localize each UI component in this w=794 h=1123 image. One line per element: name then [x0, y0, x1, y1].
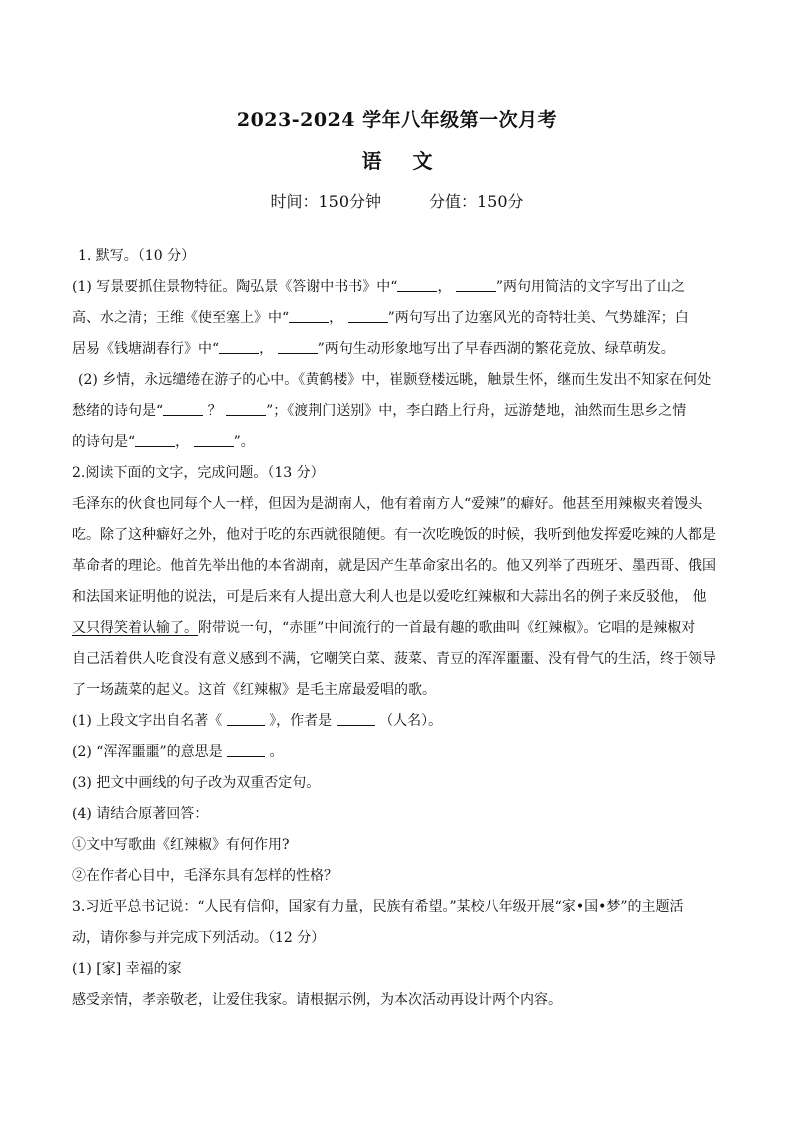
text: 的诗句是“: [72, 434, 136, 450]
answer-blank[interactable]: [456, 276, 496, 292]
subject-title: 语 文: [361, 149, 445, 173]
passage-line: 自己活着供人吃食没有意义感到不满，它嘲笑白菜、菠菜、青豆的浑浑噩噩、没有骨气的生活，终于领导: [72, 651, 716, 667]
q1-part2-line3: [72, 427, 722, 458]
answer-blank[interactable]: [278, 338, 318, 354]
q1-part1-line3: [72, 334, 722, 365]
text: 居易《钱塘湖春行》中“: [72, 341, 220, 357]
q2-sub1: [72, 706, 722, 737]
text: ？: [207, 403, 222, 419]
answer-blank[interactable]: [397, 276, 437, 292]
text: (1) 写景要抓住景物特征。陶弘景《答谢中书书》中“: [72, 279, 398, 295]
passage-line: 吃。除了这种癖好之外，他对于吃的东西就很随便。有一次吃晚饭的时候，我听到他发挥爱吃辣的人都是: [72, 527, 716, 543]
text: ”两句写出了边塞风光的奇特壮美、气势雄浑；白: [387, 310, 689, 326]
answer-blank[interactable]: [163, 400, 203, 416]
q3-sub1: (1) [家] 幸福的家: [72, 961, 182, 977]
q2-sub4-a: ①文中写歌曲《红辣椒》有何作用?: [72, 837, 290, 853]
q3-line2: 动，请你参与并完成下列活动。（12 分）: [72, 930, 326, 946]
text: ”两句生动形象地写出了早春西湖的繁花竞放、绿草萌发。: [317, 341, 675, 357]
answer-blank[interactable]: [289, 307, 329, 323]
text: ”。: [233, 434, 255, 450]
answer-blank[interactable]: [227, 741, 265, 757]
answer-blank[interactable]: [226, 400, 266, 416]
text: ”两句用简洁的文字写出了山之: [495, 279, 686, 295]
q3-instruction: 感受亲情，孝亲敬老，让爱住我家。请根据示例，为本次活动再设计两个内容。: [72, 992, 562, 1008]
passage-line: 革命者的理论。他首先举出他的本省湖南，就是因产生革命家出名的。他又列举了西班牙、墨西哥、俄国: [72, 558, 716, 574]
q1-part1-line2: [72, 303, 722, 334]
text: 》，作者是: [269, 713, 333, 729]
answer-blank[interactable]: [194, 431, 234, 447]
q1-part1-line1: [72, 272, 722, 303]
q2-heading: 2.阅读下面的文字，完成问题。（13 分）: [72, 465, 325, 481]
answer-blank[interactable]: [337, 710, 375, 726]
text: 附带说一句，“赤匪”中间流行的一首最有趣的歌曲叫《红辣椒》。它唱的是辣椒对: [198, 620, 696, 636]
exam-body: [72, 241, 722, 1016]
answer-blank[interactable]: [348, 307, 388, 323]
exam-time: 时间：150分钟: [270, 192, 381, 211]
text: (1) 上段文字出自名著《: [72, 713, 223, 729]
answer-blank[interactable]: [227, 710, 265, 726]
passage-line: [72, 613, 722, 644]
text: ，: [259, 341, 274, 357]
q2-sub2: [72, 737, 722, 768]
exam-score: 分值：150分: [429, 192, 524, 211]
answer-blank[interactable]: [135, 431, 175, 447]
text: （人名）。: [379, 713, 443, 729]
text: ”；《渡荆门送别》中，李白踏上行舟，远游楚地，油然而生思乡之情: [266, 403, 687, 419]
text: (2) “浑浑噩噩”的意思是: [72, 744, 223, 760]
text: ，: [175, 434, 190, 450]
exam-title: 2023-2024 学年八年级第一次月考: [236, 109, 558, 131]
passage-line: 了一场蔬菜的起义。这首《红辣椒》是毛主席最爱唱的歌。: [72, 682, 436, 698]
text: 。: [269, 744, 284, 760]
q3-heading: 3.习近平总书记说：“人民有信仰，国家有力量，民族有希望。”某校八年级开展“家•国•梦”的主题活: [72, 899, 684, 915]
answer-blank[interactable]: [219, 338, 259, 354]
q1-part2-line1: (2) 乡情，永远缱绻在游子的心中。《黄鹤楼》中，崔颢登楼远眺，触景生怀，继而生发出不知家在何处: [78, 372, 712, 388]
passage-line: 和法国来证明他的说法，可是后来有人提出意大利人也是以爱吃红辣椒和大蒜出名的例子来反驳他， 他: [72, 589, 707, 605]
q1-heading: 1. 默写。（10 分）: [78, 248, 196, 264]
text: 高、水之清；王维《使至塞上》中“: [72, 310, 290, 326]
text: ，: [437, 279, 452, 295]
passage-line: 毛泽东的伙食也同每个人一样，但因为是湖南人，他有着南方人“爱辣”的癖好。他甚至用辣椒夹着馒头: [72, 496, 703, 512]
text: 愁绪的诗句是“: [72, 403, 164, 419]
text: ，: [329, 310, 344, 326]
q2-sub4: (4) 请结合原著回答：: [72, 806, 209, 822]
exam-meta: [0, 189, 794, 212]
q2-sub3: (3) 把文中画线的句子改为双重否定句。: [72, 775, 321, 791]
underlined-sentence: 又只得笑着认输了。: [72, 620, 198, 636]
q2-sub4-b: ②在作者心目中，毛泽东具有怎样的性格？: [72, 868, 338, 884]
q1-part2-line2: [72, 396, 722, 427]
